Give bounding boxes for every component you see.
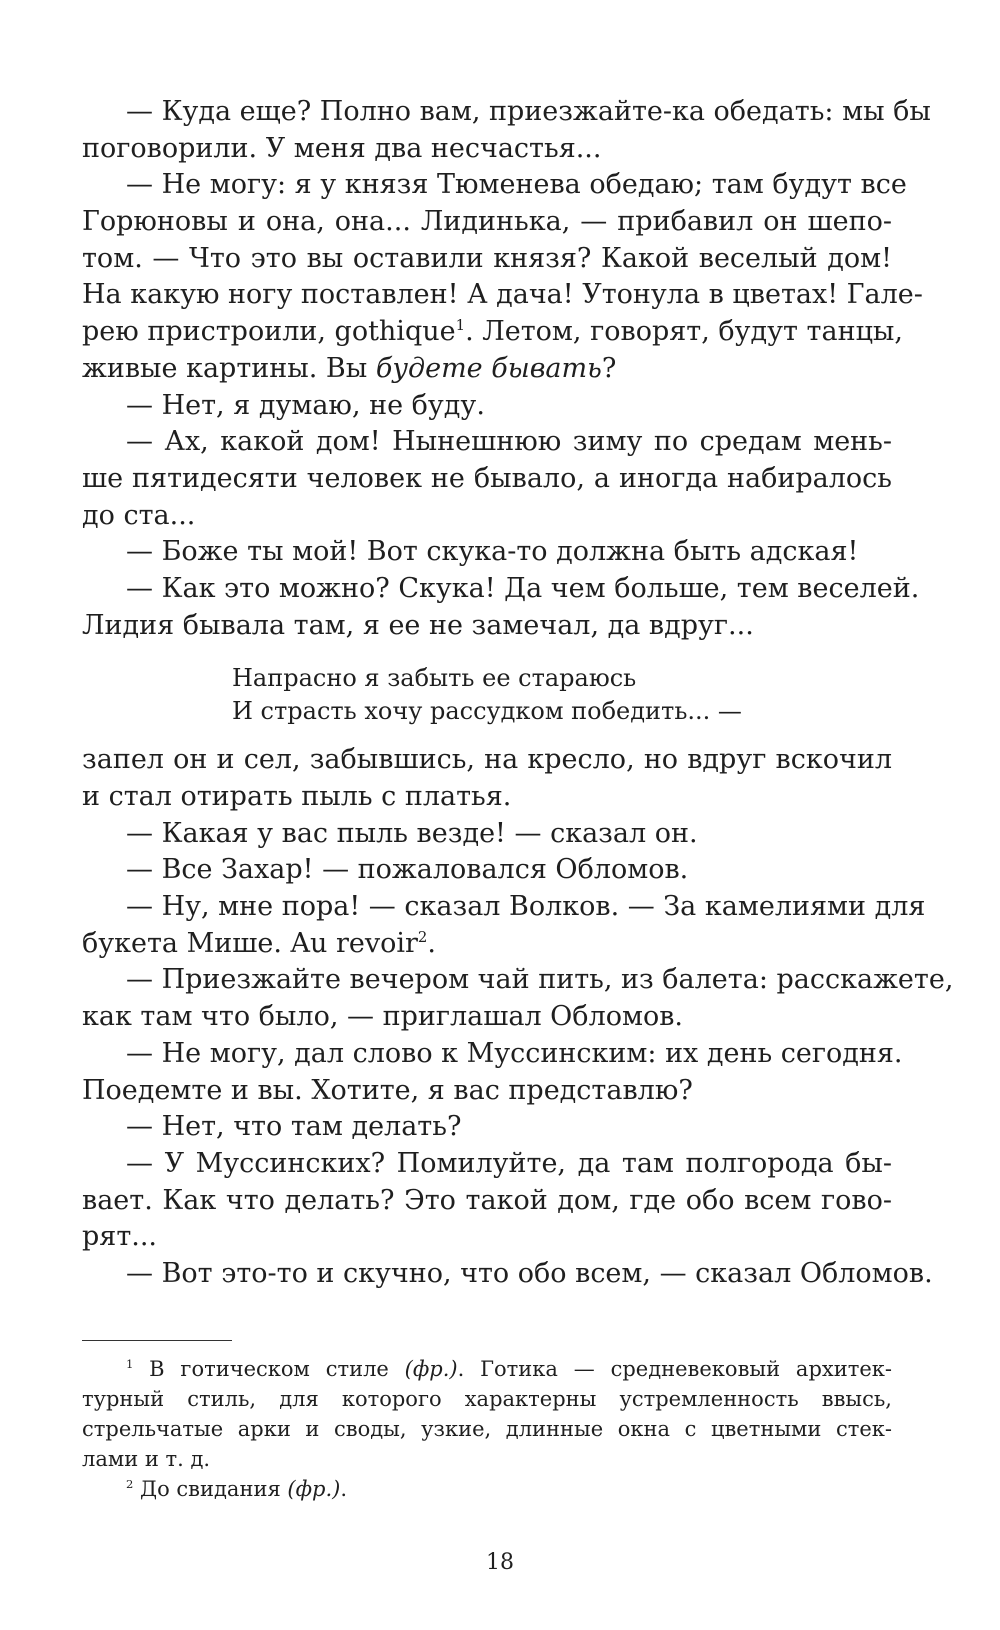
text-line bbox=[82, 571, 920, 608]
footnotes bbox=[82, 1354, 892, 1504]
text-run: и стал отирать пыль с платья. bbox=[82, 781, 512, 812]
italic-text: (фр.) bbox=[287, 1477, 341, 1501]
text-block-2 bbox=[82, 742, 954, 1292]
text-run: — Все Захар! — пожаловался Обломов. bbox=[126, 854, 689, 886]
text-line bbox=[82, 241, 892, 278]
text-line bbox=[82, 816, 892, 853]
text-line bbox=[82, 962, 954, 999]
footnote-marker: 2 bbox=[126, 1477, 134, 1491]
text-line bbox=[82, 1183, 892, 1220]
text-line bbox=[82, 779, 892, 816]
footnote-line bbox=[82, 1384, 892, 1414]
text-line bbox=[82, 1073, 892, 1110]
text-line bbox=[82, 388, 892, 425]
text-run: . bbox=[427, 927, 436, 959]
text-line bbox=[82, 94, 931, 131]
text-run: . Летом, говорят, будут танцы, bbox=[465, 316, 904, 348]
text-run: запел он и сел, забывшись, на кресло, но вдруг вскочил bbox=[82, 744, 892, 776]
text-line bbox=[82, 461, 892, 498]
text-block-1 bbox=[82, 94, 931, 644]
text-run: — Не могу, дал слово к Муссинским: их день сегодня. bbox=[126, 1037, 903, 1069]
text-run: рею пристроили, gothique bbox=[82, 316, 456, 348]
text-run: — Ах, какой дом! Нынешнюю зиму по средам мень- bbox=[126, 426, 892, 458]
text-run: В готическом стиле bbox=[133, 1357, 405, 1381]
text-run: — Какая у вас пыль везде! — сказал он. bbox=[126, 817, 698, 849]
text-line bbox=[82, 204, 892, 241]
text-run: — Нет, что там делать? bbox=[126, 1111, 462, 1143]
text-run: — Боже ты мой! Вот скука-то должна быть адская! bbox=[126, 536, 859, 568]
text-run: Лидия бывала там, я ее не замечал, да вдруг... bbox=[82, 609, 754, 641]
text-run: рят... bbox=[82, 1221, 158, 1253]
text-line bbox=[82, 999, 892, 1036]
text-run: — Не могу: я у князя Тюменева обедаю; там будут все bbox=[126, 169, 907, 201]
text-run: — У Муссинских? Помилуйте, да там полгорода бы- bbox=[126, 1147, 892, 1179]
text-line bbox=[82, 167, 907, 204]
text-line bbox=[82, 277, 923, 314]
verse-line: И страсть хочу рассудком победить... — bbox=[232, 697, 742, 726]
footnote-line bbox=[82, 1414, 892, 1444]
text-run: На какую ногу поставлен! А дача! Утонула в цветах! Гале- bbox=[82, 279, 923, 311]
text-line bbox=[82, 926, 892, 963]
text-line bbox=[82, 1256, 933, 1293]
text-run: — Вот это-то и скучно, что обо всем, — сказал Обломов. bbox=[126, 1257, 933, 1289]
text-run: турный стиль, для которого характерны устремленность ввысь, bbox=[82, 1387, 892, 1411]
footnote-line bbox=[82, 1444, 892, 1474]
text-run: — Ну, мне пора! — сказал Волков. — За камелиями для bbox=[126, 891, 926, 923]
text-run: Горюновы и она, она... Лидинька, — прибавил он шепо- bbox=[82, 206, 892, 238]
text-line bbox=[82, 742, 892, 779]
text-line bbox=[82, 498, 892, 535]
verse-quote bbox=[232, 662, 892, 728]
text-run: лами и т. д. bbox=[82, 1447, 211, 1471]
footnote-line bbox=[82, 1354, 892, 1384]
verse-line: Напрасно я забыть ее стараюсь bbox=[232, 664, 637, 693]
text-run: поговорили. У меня два несчастья... bbox=[82, 132, 602, 164]
text-run: стрельчатые арки и своды, узкие, длинные окна с цветными стек- bbox=[82, 1417, 892, 1441]
text-run: ? bbox=[601, 352, 617, 384]
text-run: — Как это можно? Скука! Да чем больше, тем веселей. bbox=[126, 572, 920, 604]
page-number: 18 bbox=[486, 1550, 514, 1575]
text-line bbox=[82, 424, 892, 461]
text-line bbox=[82, 852, 892, 889]
text-run: вает. Как что делать? Это такой дом, где обо всем гово- bbox=[82, 1184, 892, 1216]
italic-text: (фр.) bbox=[404, 1357, 458, 1381]
text-run: — Куда еще? Полно вам, приезжайте-ка обедать: мы бы bbox=[126, 96, 931, 127]
text-line bbox=[82, 1146, 892, 1183]
footnote-separator bbox=[82, 1340, 232, 1341]
text-run: том. — Что это вы оставили князя? Какой веселый дом! bbox=[82, 242, 892, 274]
text-line bbox=[82, 608, 892, 645]
text-run: до ста... bbox=[82, 499, 196, 531]
text-run: . bbox=[340, 1477, 348, 1501]
text-line bbox=[82, 314, 904, 351]
footnote-line bbox=[82, 1474, 892, 1504]
text-line bbox=[82, 1036, 903, 1073]
footnote-marker: 2 bbox=[417, 927, 428, 946]
text-line bbox=[82, 351, 892, 388]
main-text bbox=[82, 94, 954, 1293]
text-line bbox=[82, 131, 892, 168]
text-line bbox=[82, 889, 926, 926]
text-line bbox=[82, 534, 892, 571]
footnote-marker: 1 bbox=[455, 316, 466, 335]
text-line bbox=[82, 1109, 892, 1146]
text-run: живые картины. Вы bbox=[82, 352, 376, 384]
text-run: — Приезжайте вечером чай пить, из балета: расскажете, bbox=[126, 964, 954, 996]
italic-text: будете бывать bbox=[375, 352, 602, 384]
text-line bbox=[82, 1219, 892, 1256]
footnote-marker: 1 bbox=[126, 1357, 134, 1371]
text-run: букета Мише. Au revoir bbox=[82, 927, 418, 959]
text-run: До свидания bbox=[133, 1477, 288, 1501]
text-run: Поедемте и вы. Хотите, я вас представлю? bbox=[82, 1074, 693, 1106]
text-run: — Нет, я думаю, не буду. bbox=[126, 389, 485, 421]
text-run: ше пятидесяти человек не бывало, а иногда набиралось bbox=[82, 462, 892, 494]
text-run: . Готика — средневековый архитек- bbox=[457, 1357, 893, 1381]
text-run: как там что было, — приглашал Обломов. bbox=[82, 1001, 684, 1033]
